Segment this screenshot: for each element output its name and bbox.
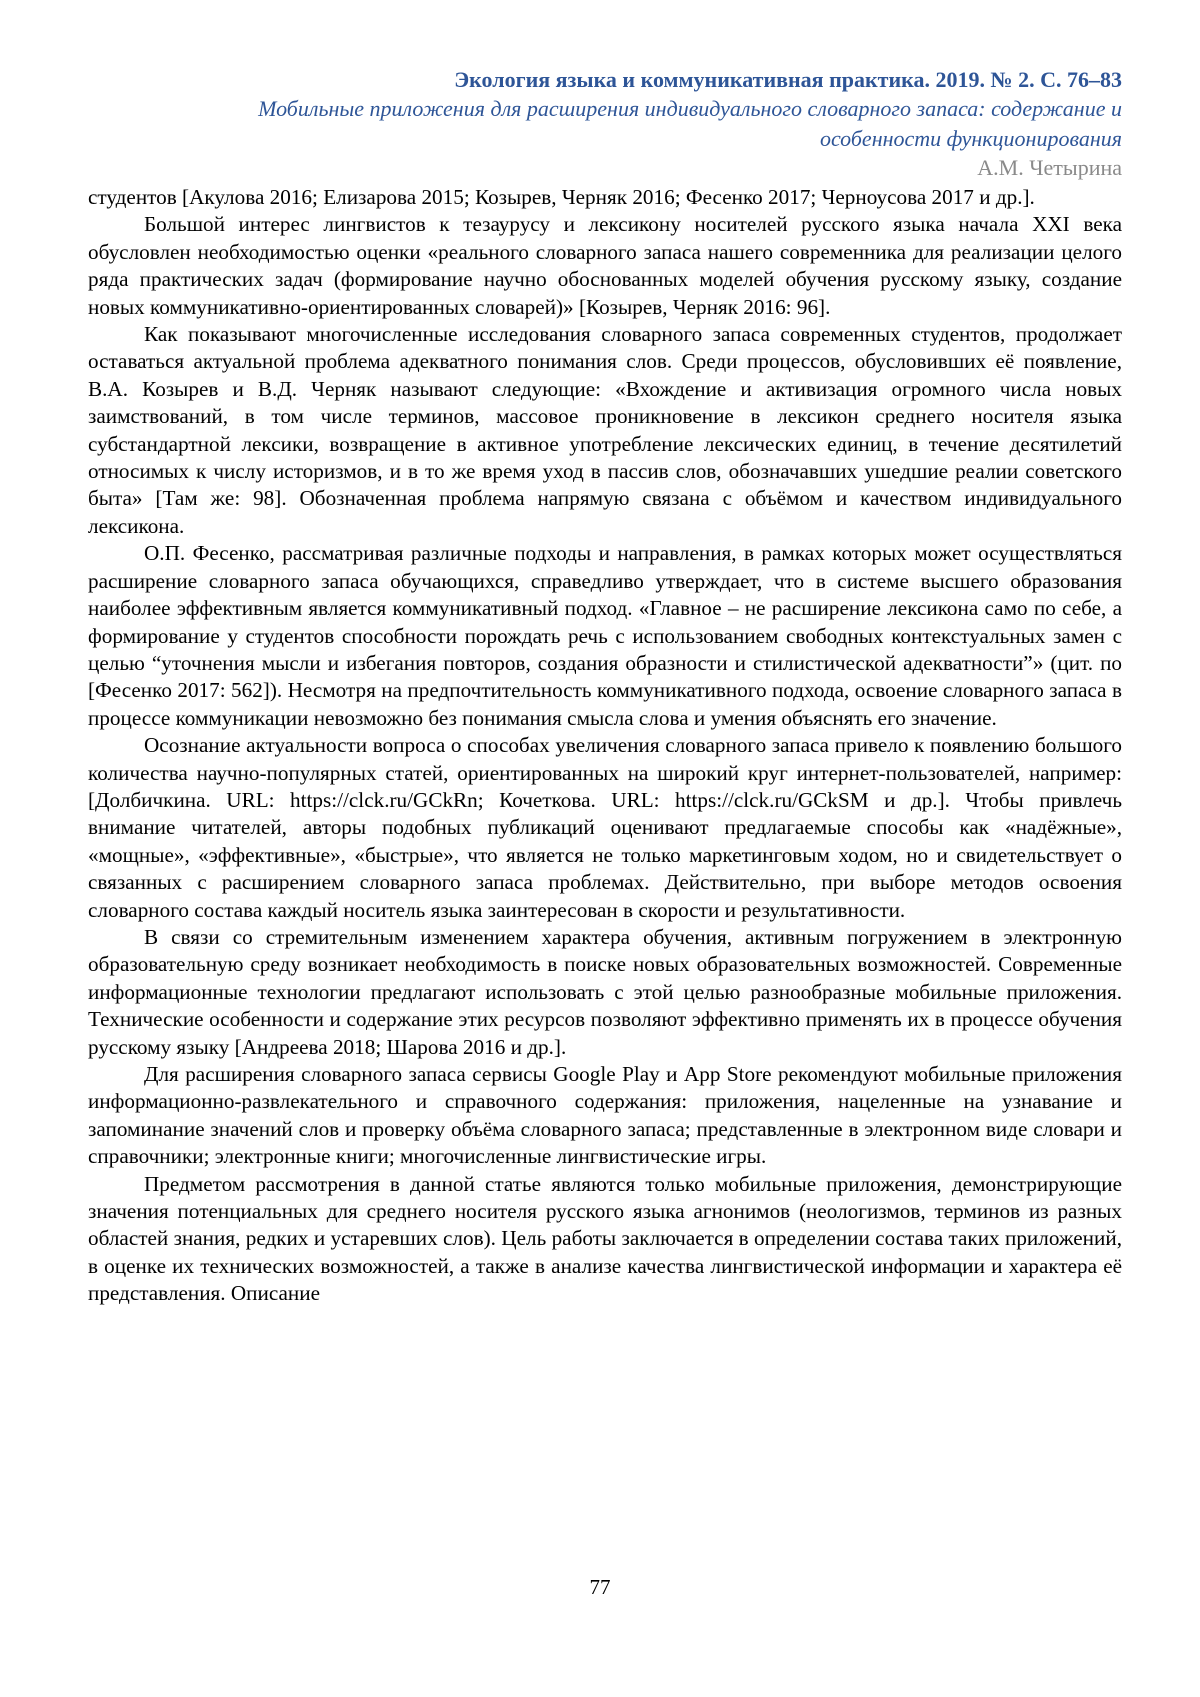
- journal-citation: Экология языка и коммуникативная практика. 2019. № 2. С. 76–83: [454, 67, 1122, 92]
- paragraph: студентов [Акулова 2016; Елизарова 2015; Козырев, Черняк 2016; Фесенко 2017; Черноусова 2017 и др.].: [88, 185, 1035, 209]
- author-name: А.М. Четырина: [977, 155, 1122, 180]
- article-text: [88, 184, 1122, 1308]
- running-header: [88, 66, 1122, 182]
- paragraph: Для расширения словарного запаса сервисы Google Play и App Store рекомендуют мобильные приложения информационно-развлекательного и справочного содержания: приложения, нацеленные на узнавание и запоминание значений слов и проверку объёма словарного запаса; представленные в электронном виде словари и справочники; электронные книги; многочисленные лингвистические игры.: [88, 1062, 1122, 1169]
- paragraph: Осознание актуальности вопроса о способах увеличения словарного запаса привело к появлению большого количества научно-популярных статей, ориентированных на широкий круг интернет-пользователей, например: [Долбичкина. URL: https://clck.ru/GCkRn; Кочеткова. URL: https://clck.ru/GCkSM и др.]. Чтобы привлечь внимание читателей, авторы подобных публикаций оценивают предлагаемые способы как «надёжные», «мощные», «эффективные», «быстрые», что является не только маркетинговым ходом, но и свидетельствует о связанных с расширением словарного запаса проблемах. Действительно, при выборе методов освоения словарного состава каждый носитель языка заинтересован в скорости и результативности.: [88, 733, 1122, 922]
- article-title-line-1: Мобильные приложения для расширения индивидуального словарного запаса: содержание и: [258, 96, 1122, 121]
- paragraph: О.П. Фесенко, рассматривая различные подходы и направления, в рамках которых может осуществляться расширение словарного запаса обучающихся, справедливо утверждает, что в системе высшего образования наиболее эффективным является коммуникативный подход. «Главное – не расширение лексикона само по себе, а формирование у студентов способности порождать речь с использованием свободных контекстуальных замен с целью “уточнения мысли и избегания повторов, создания образности и стилистической адекватности”» (цит. по [Фесенко 2017: 562]). Несмотря на предпочтительность коммуникативного подхода, освоение словарного запаса в процессе коммуникации невозможно без понимания смысла слова и умения объяснять его значение.: [88, 541, 1122, 730]
- paragraph: В связи со стремительным изменением характера обучения, активным погружением в электронную образовательную среду возникает необходимость в поиске новых образовательных возможностей. Современные информационные технологии предлагают использовать с этой целью разнообразные мобильные приложения. Технические особенности и содержание этих ресурсов позволяют эффективно применять их в процессе обучения русскому языку [Андреева 2018; Шарова 2016 и др.].: [88, 924, 1122, 1059]
- paragraph: Большой интерес лингвистов к тезаурусу и лексикону носителей русского языка начала XXI века обусловлен необходимостью оценки «реального словарного запаса нашего современника для реализации целого ряда практических задач (формирование научно обоснованных моделей обучения русскому языку, создание новых коммуникативно-ориентированных словарей)» [Козырев, Черняк 2016: 96].: [88, 212, 1122, 319]
- page-number: 77: [589, 1575, 611, 1599]
- page-body: [88, 66, 1122, 1308]
- paragraph: Как показывают многочисленные исследования словарного запаса современных студентов, продолжает оставаться актуальной проблема адекватного понимания слов. Среди процессов, обусловивших её появление, В.А. Козырев и В.Д. Черняк называют следующие: «Вхождение и активизация огромного числа новых заимствований, в том числе терминов, массовое проникновение в лексикон среднего носителя языка субстандартной лексики, возвращение в активное употребление лексических единиц, в течение десятилетий относимых к числу историзмов, и в то же время уход в пассив слов, обозначавших ушедшие реалии советского быта» [Там же: 98]. Обозначенная проблема напрямую связана с объёмом и качеством индивидуального лексикона.: [88, 322, 1122, 538]
- article-title-line-2: особенности функционирования: [819, 126, 1122, 151]
- paragraph: Предметом рассмотрения в данной статье являются только мобильные приложения, демонстрирующие значения потенциальных для среднего носителя русского языка агнонимов (неологизмов, терминов из разных областей знания, редких и устаревших слов). Цель работы заключается в определении состава таких приложений, в оценке их технических возможностей, а также в анализе качества лингвистической информации и характера её представления. Описание: [88, 1171, 1122, 1306]
